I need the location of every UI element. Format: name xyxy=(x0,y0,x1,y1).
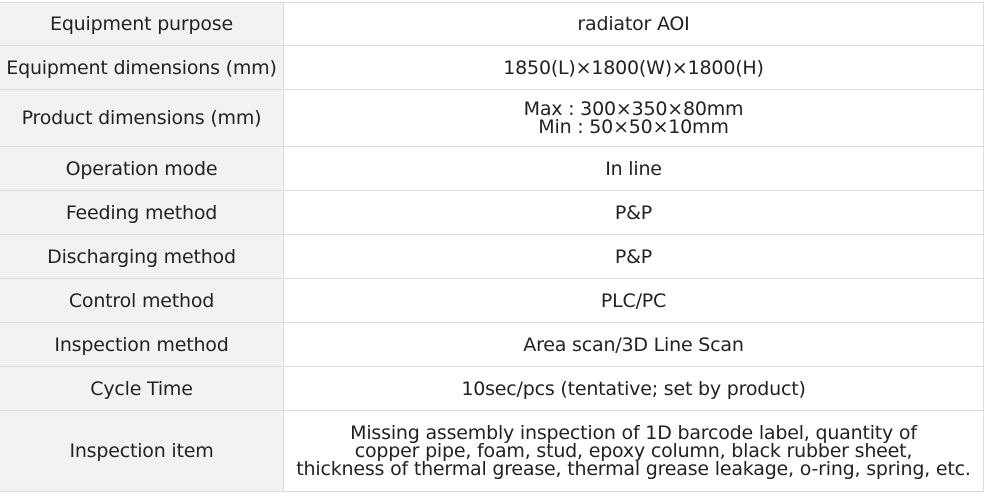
row-label: Inspection method xyxy=(0,323,284,367)
value-line: thickness of thermal grease, thermal grease leakage, o-ring, spring, etc. xyxy=(296,458,971,480)
value-line: PLC/PC xyxy=(600,289,667,312)
value-line: radiator AOI xyxy=(577,13,690,35)
table-row xyxy=(0,3,984,46)
row-value xyxy=(284,46,984,90)
row-label: Control method xyxy=(0,279,284,323)
value-line: P&P xyxy=(614,201,653,224)
table-row xyxy=(0,411,984,492)
table-row xyxy=(0,367,984,411)
value-line: In line xyxy=(605,157,662,180)
row-value xyxy=(284,147,984,191)
row-label: Cycle Time xyxy=(0,367,284,411)
table-row xyxy=(0,46,984,90)
row-value xyxy=(284,90,984,147)
row-value xyxy=(284,3,984,46)
row-label: Feeding method xyxy=(0,191,284,235)
row-label: Inspection item xyxy=(0,411,284,492)
row-label: Discharging method xyxy=(0,235,284,279)
value-line: 10sec/pcs (tentative; set by product) xyxy=(461,377,806,400)
value-line: Min : 50×50×10mm xyxy=(538,116,729,138)
row-value xyxy=(284,323,984,367)
value-line: Area scan/3D Line Scan xyxy=(523,333,744,356)
table-row xyxy=(0,279,984,323)
row-label: Product dimensions (mm) xyxy=(0,90,284,147)
row-value xyxy=(284,191,984,235)
table-row xyxy=(0,191,984,235)
row-label: Equipment purpose xyxy=(0,3,284,46)
value-line: Missing assembly inspection of 1D barcode label, quantity of xyxy=(350,422,917,444)
spec-table xyxy=(0,2,984,492)
row-value xyxy=(284,279,984,323)
row-value xyxy=(284,235,984,279)
row-label: Equipment dimensions (mm) xyxy=(0,46,284,90)
value-line: Max : 300×350×80mm xyxy=(523,98,744,120)
value-line: 1850(L)×1800(W)×1800(H) xyxy=(503,56,764,79)
value-line: P&P xyxy=(614,245,653,268)
table-row xyxy=(0,323,984,367)
value-line: copper pipe, foam, stud, epoxy column, black rubber sheet, xyxy=(354,440,913,462)
table-row xyxy=(0,235,984,279)
row-value xyxy=(284,411,984,492)
table-row xyxy=(0,90,984,147)
row-value xyxy=(284,367,984,411)
row-label: Operation mode xyxy=(0,147,284,191)
table-row xyxy=(0,147,984,191)
